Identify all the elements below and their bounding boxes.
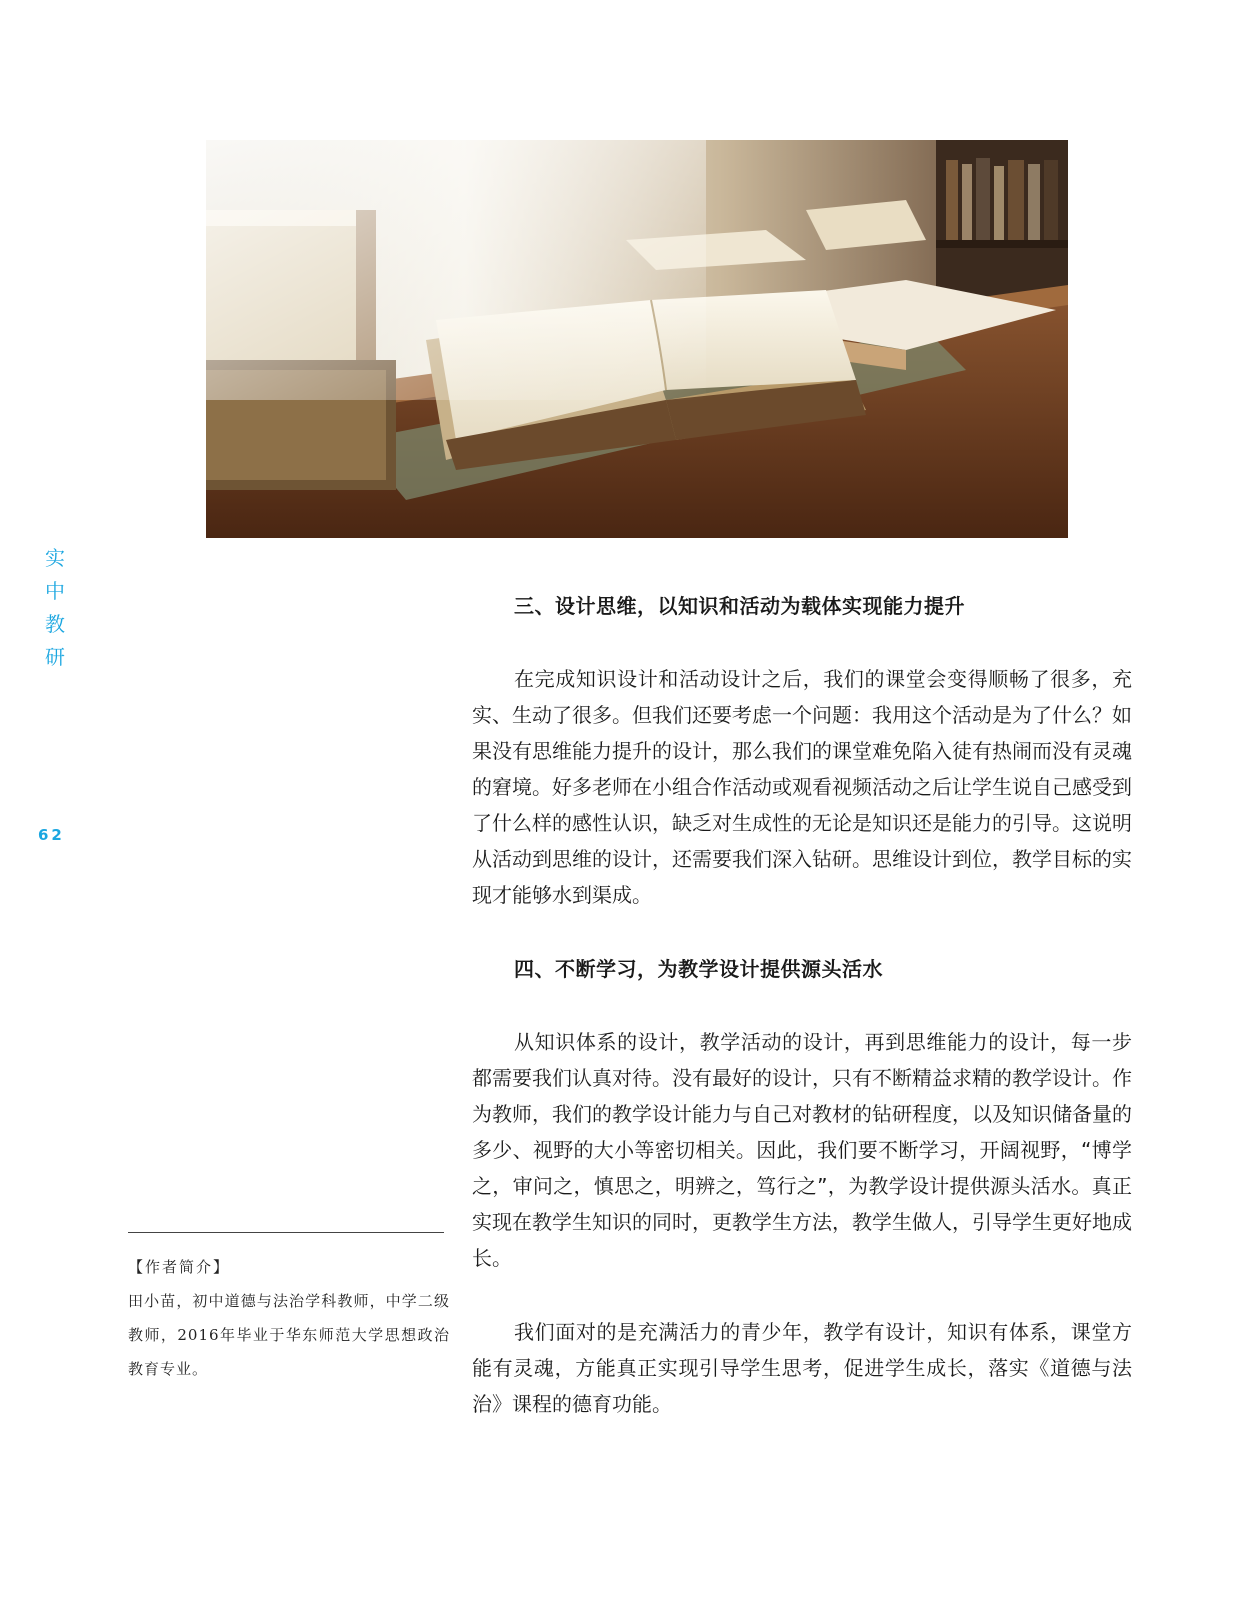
- open-books-photo: [206, 140, 1068, 538]
- section-heading-3: 三、设计思维，以知识和活动为载体实现能力提升: [514, 594, 965, 618]
- paragraph-3: 在完成知识设计和活动设计之后，我们的课堂会变得顺畅了很多，充实、生动了很多。但我们还要考虑一个问题：我用这个活动是为了什么？如果没有思维能力提升的设计，那么我们的课堂难免陷入徒有热闹而没有灵魂的窘境。好多老师在小组合作活动或观看视频活动之后让学生说自己感受到了什么样的感性认识，缺乏对生成性的无论是知识还是能力的引导。这说明从活动到思维的设计，还需要我们深入钻研。思维设计到位，教学目标的实现才能够水到渠成。: [472, 667, 1132, 907]
- author-text: 田小苗，初中道德与法治学科教师，中学二级教师，2016年毕业于华东师范大学思想政治教育专业。: [128, 1292, 450, 1378]
- paragraph-final: 我们面对的是充满活力的青少年，教学有设计，知识有体系，课堂方能有灵魂，方能真正实现引导学生思考，促进学生成长，落实《道德与法治》课程的德育功能。: [472, 1320, 1132, 1416]
- paragraph-4: 从知识体系的设计，教学活动的设计，再到思维能力的设计，每一步都需要我们认真对待。没有最好的设计，只有不断精益求精的教学设计。作为教师，我们的教学设计能力与自己对教材的钻研程度，以及知识储备量的多少、视野的大小等密切相关。因此，我们要不断学习，开阔视野，“博学之，审问之，慎思之，明辨之，笃行之”，为教学设计提供源头活水。真正实现在教学生知识的同时，更教学生方法，教学生做人，引导学生更好地成长。: [472, 1030, 1132, 1270]
- page-number: 62: [38, 826, 65, 844]
- article-body: [472, 588, 1132, 1422]
- section-label-char: 研: [45, 645, 65, 669]
- section-label-char: 教: [45, 612, 65, 636]
- section-label: [40, 542, 70, 674]
- section-heading-4: 四、不断学习，为教学设计提供源头活水: [514, 957, 883, 981]
- author-bio: [128, 1250, 450, 1386]
- section-label-char: 中: [45, 579, 65, 603]
- section-label-char: 实: [45, 546, 65, 570]
- author-heading: 【作者简介】: [128, 1258, 231, 1276]
- author-divider: [128, 1232, 444, 1233]
- hero-image: [206, 140, 1068, 538]
